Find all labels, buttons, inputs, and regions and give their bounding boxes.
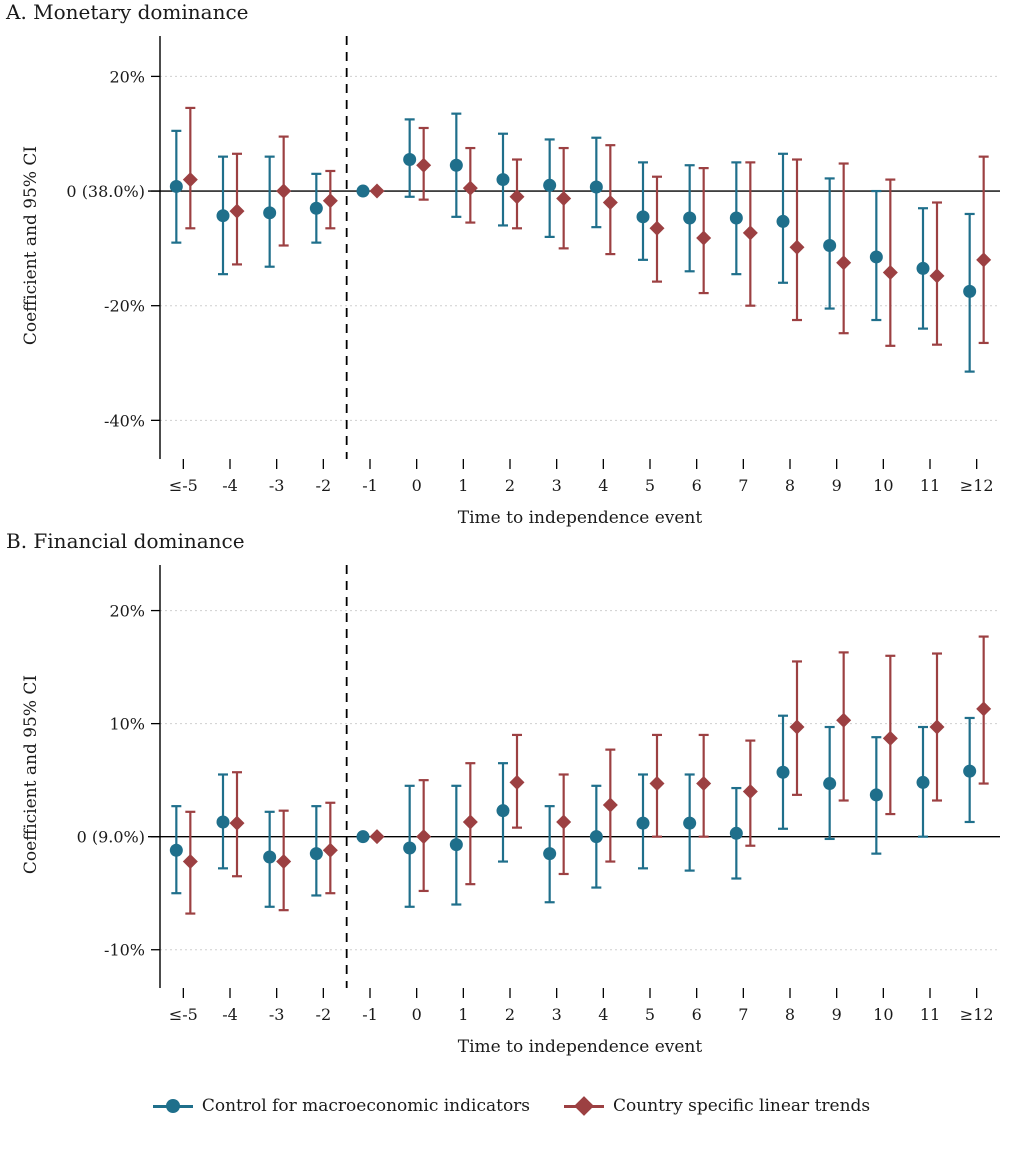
svg-text:≤-5: ≤-5: [168, 1005, 198, 1024]
svg-text:Time to independence event: Time to independence event: [457, 508, 703, 528]
svg-text:20%: 20%: [109, 67, 145, 87]
svg-text:3: 3: [551, 476, 562, 495]
legend-swatch-circle-icon: [153, 1099, 193, 1113]
svg-text:≥12: ≥12: [959, 1005, 994, 1024]
svg-text:7: 7: [738, 476, 749, 495]
panel-a-plot: [0, 24, 1023, 529]
svg-text:5: 5: [644, 1005, 656, 1024]
chart-legend: [0, 1096, 1023, 1116]
svg-text:-2: -2: [315, 1005, 332, 1024]
svg-text:Coefficient and 95% CI: Coefficient and 95% CI: [21, 145, 41, 346]
svg-text:Time to independence event: Time to independence event: [457, 1037, 703, 1057]
svg-text:6: 6: [691, 1005, 702, 1024]
svg-text:8: 8: [784, 476, 796, 495]
chart-a-svg: [0, 24, 1023, 529]
panel-b-plot: [0, 553, 1023, 1058]
svg-text:8: 8: [784, 1005, 796, 1024]
svg-text:0: 0: [411, 1005, 422, 1024]
svg-text:0 (9.0%): 0 (9.0%): [76, 827, 145, 847]
svg-text:11: 11: [919, 476, 941, 495]
legend-label-control-macro: Control for macroeconomic indicators: [201, 1096, 531, 1116]
svg-text:2: 2: [504, 476, 516, 495]
svg-text:11: 11: [919, 1005, 941, 1024]
svg-text:6: 6: [691, 476, 702, 495]
svg-text:10: 10: [873, 476, 894, 495]
svg-text:-10%: -10%: [104, 940, 145, 960]
svg-text:-20%: -20%: [104, 296, 145, 316]
svg-text:9: 9: [831, 476, 842, 495]
svg-text:-1: -1: [362, 476, 378, 495]
svg-text:0 (38.0%): 0 (38.0%): [66, 182, 145, 202]
svg-text:-4: -4: [222, 1005, 238, 1024]
legend-item-control-macro: [153, 1096, 530, 1116]
svg-text:5: 5: [644, 476, 656, 495]
legend-label-country-trends: Country specific linear trends: [613, 1096, 871, 1116]
legend-swatch-diamond-icon: [564, 1099, 604, 1113]
svg-text:1: 1: [458, 1005, 469, 1024]
svg-text:10%: 10%: [109, 714, 145, 734]
panel-financial-dominance: [0, 529, 1023, 1058]
panel-a-title: A. Monetary dominance: [6, 0, 249, 24]
svg-text:-2: -2: [315, 476, 332, 495]
chart-b-svg: [0, 553, 1023, 1058]
svg-text:9: 9: [831, 1005, 842, 1024]
svg-text:Coefficient and 95% CI: Coefficient and 95% CI: [21, 674, 41, 875]
svg-text:4: 4: [598, 1005, 609, 1024]
svg-text:≥12: ≥12: [959, 476, 994, 495]
svg-text:2: 2: [504, 1005, 516, 1024]
svg-text:20%: 20%: [109, 601, 145, 621]
panel-monetary-dominance: [0, 0, 1023, 529]
svg-text:-40%: -40%: [104, 411, 145, 431]
panel-b-title: B. Financial dominance: [6, 529, 245, 553]
svg-text:-3: -3: [268, 1005, 285, 1024]
svg-text:-3: -3: [268, 476, 285, 495]
svg-text:1: 1: [458, 476, 469, 495]
svg-text:7: 7: [738, 1005, 749, 1024]
svg-text:-4: -4: [222, 476, 238, 495]
legend-item-country-trends: [564, 1096, 870, 1116]
svg-text:0: 0: [411, 476, 422, 495]
svg-text:3: 3: [551, 1005, 562, 1024]
svg-text:10: 10: [873, 1005, 894, 1024]
svg-text:-1: -1: [362, 1005, 378, 1024]
svg-text:≤-5: ≤-5: [168, 476, 198, 495]
svg-text:4: 4: [598, 476, 609, 495]
